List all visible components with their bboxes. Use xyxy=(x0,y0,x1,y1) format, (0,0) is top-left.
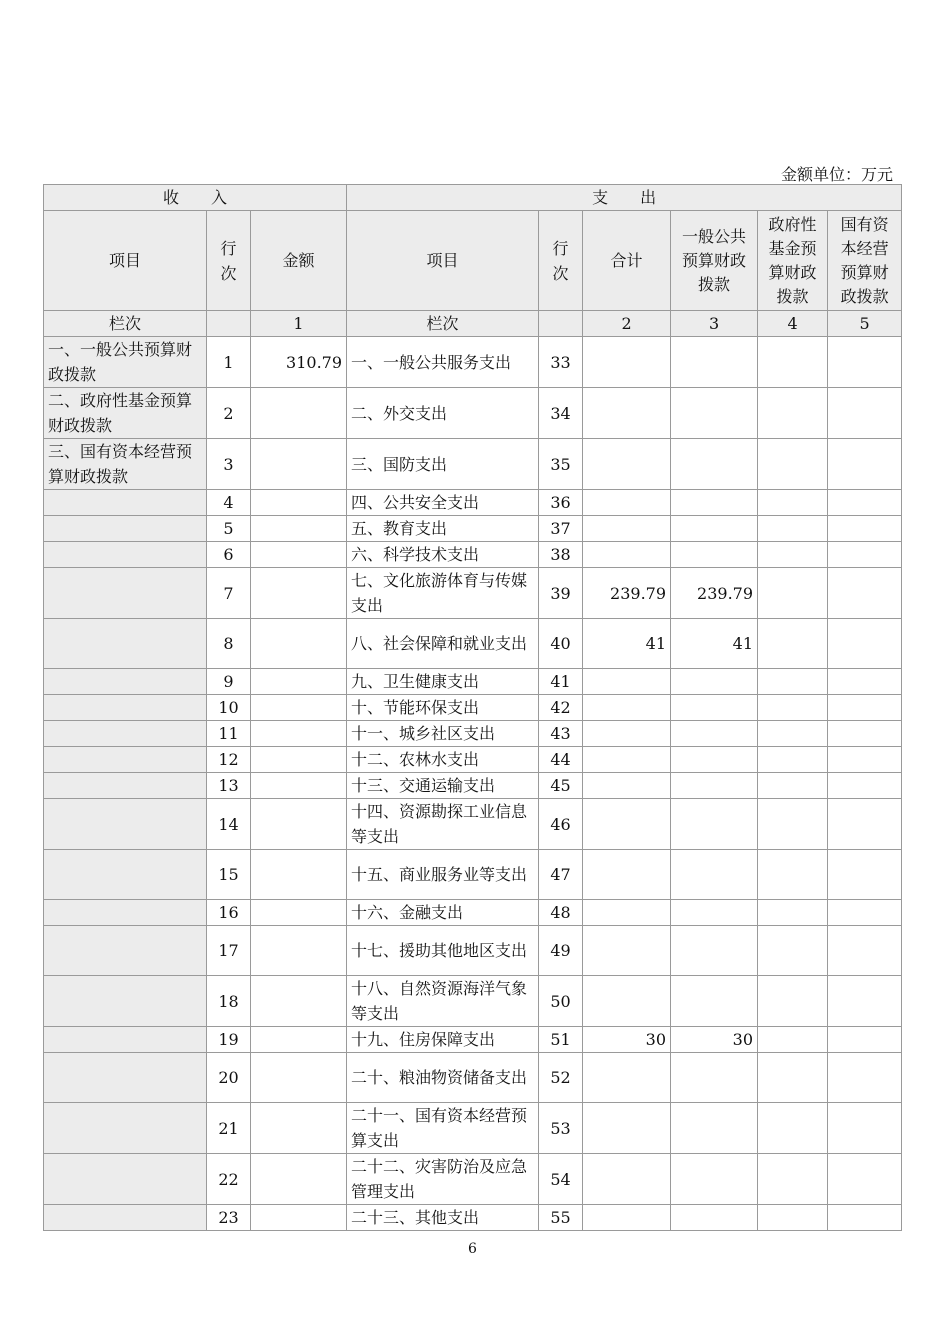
expense-line-cell: 48 xyxy=(539,900,583,926)
expense-line-cell: 36 xyxy=(539,490,583,516)
income-item-cell xyxy=(44,976,207,1027)
capital-cell xyxy=(828,490,902,516)
table-row xyxy=(44,773,902,799)
capital-cell xyxy=(828,1205,902,1231)
income-line-cell: 19 xyxy=(207,1027,251,1053)
table-row xyxy=(44,1027,902,1053)
general-cell xyxy=(671,388,758,439)
income-line-header: 行 次 xyxy=(207,211,251,311)
income-line-cell: 22 xyxy=(207,1154,251,1205)
general-cell xyxy=(671,337,758,388)
fund-cell xyxy=(758,388,828,439)
income-line-cell: 12 xyxy=(207,747,251,773)
general-cell xyxy=(671,516,758,542)
income-amount-cell xyxy=(251,516,347,542)
table-row xyxy=(44,799,902,850)
income-line-cell: 6 xyxy=(207,542,251,568)
income-amount-cell xyxy=(251,1053,347,1103)
total-cell xyxy=(583,1053,671,1103)
expense-item-cell: 四、公共安全支出 xyxy=(347,490,539,516)
general-column-number: 3 xyxy=(671,311,758,337)
income-amount-cell xyxy=(251,900,347,926)
income-amount-cell xyxy=(251,1027,347,1053)
total-cell xyxy=(583,850,671,900)
income-amount-cell xyxy=(251,619,347,669)
income-item-cell xyxy=(44,542,207,568)
general-cell xyxy=(671,490,758,516)
income-item-cell: 三、国有资本经营预算财政拨款 xyxy=(44,439,207,490)
capital-cell xyxy=(828,976,902,1027)
general-cell xyxy=(671,747,758,773)
total-cell xyxy=(583,721,671,747)
total-cell xyxy=(583,747,671,773)
fund-cell xyxy=(758,542,828,568)
income-line-cell: 17 xyxy=(207,926,251,976)
general-cell xyxy=(671,926,758,976)
expense-line-cell: 55 xyxy=(539,1205,583,1231)
income-amount-cell xyxy=(251,926,347,976)
income-item-cell xyxy=(44,926,207,976)
expense-line-header: 行 次 xyxy=(539,211,583,311)
income-amount-column-number: 1 xyxy=(251,311,347,337)
expense-line-cell: 39 xyxy=(539,568,583,619)
total-cell xyxy=(583,669,671,695)
income-item-header: 项目 xyxy=(44,211,207,311)
total-cell xyxy=(583,439,671,490)
income-item-cell xyxy=(44,619,207,669)
capital-cell xyxy=(828,695,902,721)
total-cell xyxy=(583,337,671,388)
income-line-cell: 1 xyxy=(207,337,251,388)
capital-cell xyxy=(828,516,902,542)
capital-cell xyxy=(828,439,902,490)
general-cell xyxy=(671,773,758,799)
fund-cell xyxy=(758,1053,828,1103)
income-amount-cell xyxy=(251,1103,347,1154)
income-line-cell: 18 xyxy=(207,976,251,1027)
income-item-cell xyxy=(44,900,207,926)
expense-item-cell: 二十二、灾害防治及应急管理支出 xyxy=(347,1154,539,1205)
income-item-cell xyxy=(44,516,207,542)
table-row xyxy=(44,850,902,900)
capital-cell xyxy=(828,568,902,619)
expense-line-cell: 51 xyxy=(539,1027,583,1053)
general-cell xyxy=(671,439,758,490)
general-cell xyxy=(671,799,758,850)
expense-line-cell: 45 xyxy=(539,773,583,799)
expense-line-cell: 35 xyxy=(539,439,583,490)
expense-item-cell: 五、教育支出 xyxy=(347,516,539,542)
fund-column-number: 4 xyxy=(758,311,828,337)
fund-cell xyxy=(758,490,828,516)
income-item-cell xyxy=(44,850,207,900)
capital-cell xyxy=(828,542,902,568)
table-row xyxy=(44,568,902,619)
expense-line-cell: 33 xyxy=(539,337,583,388)
expense-line-cell: 49 xyxy=(539,926,583,976)
expense-item-cell: 三、国防支出 xyxy=(347,439,539,490)
income-item-cell xyxy=(44,669,207,695)
expense-item-cell: 十三、交通运输支出 xyxy=(347,773,539,799)
expense-line-cell: 41 xyxy=(539,669,583,695)
general-cell xyxy=(671,1053,758,1103)
expense-item-cell: 十、节能环保支出 xyxy=(347,695,539,721)
income-line-cell: 16 xyxy=(207,900,251,926)
expense-fund-header: 政府性 基金预 算财政 拨款 xyxy=(758,211,828,311)
table-row xyxy=(44,1205,902,1231)
table-row xyxy=(44,619,902,669)
expense-line-cell: 53 xyxy=(539,1103,583,1154)
column-number-row xyxy=(44,311,902,337)
fund-cell xyxy=(758,695,828,721)
table-row xyxy=(44,695,902,721)
income-item-cell xyxy=(44,1027,207,1053)
capital-cell xyxy=(828,799,902,850)
table-row xyxy=(44,388,902,439)
capital-column-number: 5 xyxy=(828,311,902,337)
income-amount-cell: 310.79 xyxy=(251,337,347,388)
income-line-cell: 15 xyxy=(207,850,251,900)
income-amount-cell xyxy=(251,568,347,619)
fund-cell xyxy=(758,773,828,799)
income-item-cell xyxy=(44,747,207,773)
income-amount-cell xyxy=(251,773,347,799)
fund-cell xyxy=(758,619,828,669)
capital-cell xyxy=(828,619,902,669)
general-cell xyxy=(671,669,758,695)
income-item-cell xyxy=(44,490,207,516)
table-row xyxy=(44,669,902,695)
total-cell xyxy=(583,516,671,542)
expense-item-cell: 六、科学技术支出 xyxy=(347,542,539,568)
income-amount-cell xyxy=(251,439,347,490)
expense-general-header: 一般公共 预算财政 拨款 xyxy=(671,211,758,311)
income-amount-cell xyxy=(251,542,347,568)
general-cell xyxy=(671,1205,758,1231)
table-row xyxy=(44,439,902,490)
fund-cell xyxy=(758,850,828,900)
income-line-cell: 14 xyxy=(207,799,251,850)
income-section-header: 收 入 xyxy=(44,185,347,211)
section-header-row xyxy=(44,185,902,211)
income-amount-cell xyxy=(251,1205,347,1231)
income-line-cell: 10 xyxy=(207,695,251,721)
income-line-cell: 9 xyxy=(207,669,251,695)
expense-line-cell: 46 xyxy=(539,799,583,850)
income-line-number-cell xyxy=(207,311,251,337)
general-cell xyxy=(671,976,758,1027)
total-cell xyxy=(583,388,671,439)
expense-line-cell: 52 xyxy=(539,1053,583,1103)
fund-cell xyxy=(758,337,828,388)
expense-item-cell: 八、社会保障和就业支出 xyxy=(347,619,539,669)
expense-item-cell: 十二、农林水支出 xyxy=(347,747,539,773)
capital-cell xyxy=(828,773,902,799)
expense-item-cell: 九、卫生健康支出 xyxy=(347,669,539,695)
capital-cell xyxy=(828,900,902,926)
general-cell: 41 xyxy=(671,619,758,669)
general-cell xyxy=(671,721,758,747)
capital-cell xyxy=(828,747,902,773)
total-cell xyxy=(583,926,671,976)
total-cell xyxy=(583,695,671,721)
fund-cell xyxy=(758,721,828,747)
income-item-cell: 一、一般公共预算财政拨款 xyxy=(44,337,207,388)
table-row xyxy=(44,1053,902,1103)
amount-unit-label: 金额单位：万元 xyxy=(780,165,893,184)
expense-line-cell: 40 xyxy=(539,619,583,669)
fund-cell xyxy=(758,976,828,1027)
expense-item-cell: 二、外交支出 xyxy=(347,388,539,439)
expense-item-cell: 一、一般公共服务支出 xyxy=(347,337,539,388)
general-cell xyxy=(671,850,758,900)
expense-line-number-cell xyxy=(539,311,583,337)
income-item-cell xyxy=(44,799,207,850)
income-amount-cell xyxy=(251,695,347,721)
income-amount-cell xyxy=(251,388,347,439)
capital-cell xyxy=(828,850,902,900)
expense-item-cell: 十九、住房保障支出 xyxy=(347,1027,539,1053)
capital-cell xyxy=(828,388,902,439)
table-row xyxy=(44,1103,902,1154)
income-item-cell xyxy=(44,1103,207,1154)
general-cell: 30 xyxy=(671,1027,758,1053)
expense-item-cell: 十八、自然资源海洋气象等支出 xyxy=(347,976,539,1027)
fund-cell xyxy=(758,1154,828,1205)
income-amount-cell xyxy=(251,976,347,1027)
income-line-cell: 20 xyxy=(207,1053,251,1103)
capital-cell xyxy=(828,337,902,388)
expense-line-cell: 44 xyxy=(539,747,583,773)
income-amount-cell xyxy=(251,1154,347,1205)
expense-item-cell: 七、文化旅游体育与传媒支出 xyxy=(347,568,539,619)
income-line-cell: 8 xyxy=(207,619,251,669)
capital-cell xyxy=(828,1154,902,1205)
income-item-cell xyxy=(44,773,207,799)
income-line-cell: 7 xyxy=(207,568,251,619)
general-cell xyxy=(671,1103,758,1154)
income-line-cell: 5 xyxy=(207,516,251,542)
total-cell xyxy=(583,1154,671,1205)
budget-table xyxy=(43,184,902,1231)
fund-cell xyxy=(758,516,828,542)
capital-cell xyxy=(828,1103,902,1154)
fund-cell xyxy=(758,926,828,976)
general-cell xyxy=(671,900,758,926)
capital-cell xyxy=(828,926,902,976)
total-cell xyxy=(583,1103,671,1154)
total-cell: 30 xyxy=(583,1027,671,1053)
column-header-row xyxy=(44,211,902,311)
income-amount-cell xyxy=(251,669,347,695)
general-cell xyxy=(671,542,758,568)
total-cell: 239.79 xyxy=(583,568,671,619)
income-line-cell: 13 xyxy=(207,773,251,799)
total-column-number: 2 xyxy=(583,311,671,337)
income-line-cell: 3 xyxy=(207,439,251,490)
income-amount-cell xyxy=(251,850,347,900)
income-line-cell: 21 xyxy=(207,1103,251,1154)
general-cell xyxy=(671,1154,758,1205)
income-amount-cell xyxy=(251,490,347,516)
expense-total-header: 合计 xyxy=(583,211,671,311)
table-row xyxy=(44,542,902,568)
income-item-cell: 二、政府性基金预算财政拨款 xyxy=(44,388,207,439)
table-row xyxy=(44,900,902,926)
total-cell xyxy=(583,542,671,568)
expense-capital-header: 国有资 本经营 预算财 政拨款 xyxy=(828,211,902,311)
income-item-cell xyxy=(44,1154,207,1205)
general-cell xyxy=(671,695,758,721)
table-row xyxy=(44,976,902,1027)
income-item-cell xyxy=(44,1205,207,1231)
income-item-cell xyxy=(44,695,207,721)
expense-column-label: 栏次 xyxy=(347,311,539,337)
table-row xyxy=(44,926,902,976)
table-row xyxy=(44,516,902,542)
income-amount-cell xyxy=(251,721,347,747)
income-amount-cell xyxy=(251,747,347,773)
total-cell xyxy=(583,976,671,1027)
fund-cell xyxy=(758,1205,828,1231)
income-item-cell xyxy=(44,1053,207,1103)
expense-section-header: 支 出 xyxy=(347,185,902,211)
fund-cell xyxy=(758,669,828,695)
total-cell xyxy=(583,799,671,850)
table-row xyxy=(44,1154,902,1205)
expense-line-cell: 42 xyxy=(539,695,583,721)
capital-cell xyxy=(828,721,902,747)
expense-item-cell: 十六、金融支出 xyxy=(347,900,539,926)
expense-line-cell: 34 xyxy=(539,388,583,439)
fund-cell xyxy=(758,747,828,773)
total-cell: 41 xyxy=(583,619,671,669)
table-row xyxy=(44,747,902,773)
expense-line-cell: 37 xyxy=(539,516,583,542)
capital-cell xyxy=(828,1053,902,1103)
expense-line-cell: 47 xyxy=(539,850,583,900)
income-line-cell: 23 xyxy=(207,1205,251,1231)
income-line-cell: 4 xyxy=(207,490,251,516)
table-row xyxy=(44,721,902,747)
capital-cell xyxy=(828,1027,902,1053)
expense-line-cell: 50 xyxy=(539,976,583,1027)
expense-line-cell: 54 xyxy=(539,1154,583,1205)
fund-cell xyxy=(758,439,828,490)
total-cell xyxy=(583,900,671,926)
income-item-cell xyxy=(44,568,207,619)
fund-cell xyxy=(758,799,828,850)
capital-cell xyxy=(828,669,902,695)
expense-item-cell: 十五、商业服务业等支出 xyxy=(347,850,539,900)
income-amount-header: 金额 xyxy=(251,211,347,311)
fund-cell xyxy=(758,1027,828,1053)
income-item-cell xyxy=(44,721,207,747)
expense-item-cell: 十四、资源勘探工业信息等支出 xyxy=(347,799,539,850)
expense-item-cell: 二十、粮油物资储备支出 xyxy=(347,1053,539,1103)
total-cell xyxy=(583,773,671,799)
general-cell: 239.79 xyxy=(671,568,758,619)
table-row xyxy=(44,490,902,516)
expense-line-cell: 43 xyxy=(539,721,583,747)
income-column-label: 栏次 xyxy=(44,311,207,337)
income-line-cell: 11 xyxy=(207,721,251,747)
expense-item-cell: 二十一、国有资本经营预算支出 xyxy=(347,1103,539,1154)
table-row xyxy=(44,337,902,388)
fund-cell xyxy=(758,1103,828,1154)
expense-item-cell: 二十三、其他支出 xyxy=(347,1205,539,1231)
fund-cell xyxy=(758,900,828,926)
total-cell xyxy=(583,490,671,516)
fund-cell xyxy=(758,568,828,619)
expense-item-cell: 十一、城乡社区支出 xyxy=(347,721,539,747)
expense-item-header: 项目 xyxy=(347,211,539,311)
expense-line-cell: 38 xyxy=(539,542,583,568)
income-amount-cell xyxy=(251,799,347,850)
total-cell xyxy=(583,1205,671,1231)
page-number: 6 xyxy=(468,1241,477,1257)
expense-item-cell: 十七、援助其他地区支出 xyxy=(347,926,539,976)
income-line-cell: 2 xyxy=(207,388,251,439)
